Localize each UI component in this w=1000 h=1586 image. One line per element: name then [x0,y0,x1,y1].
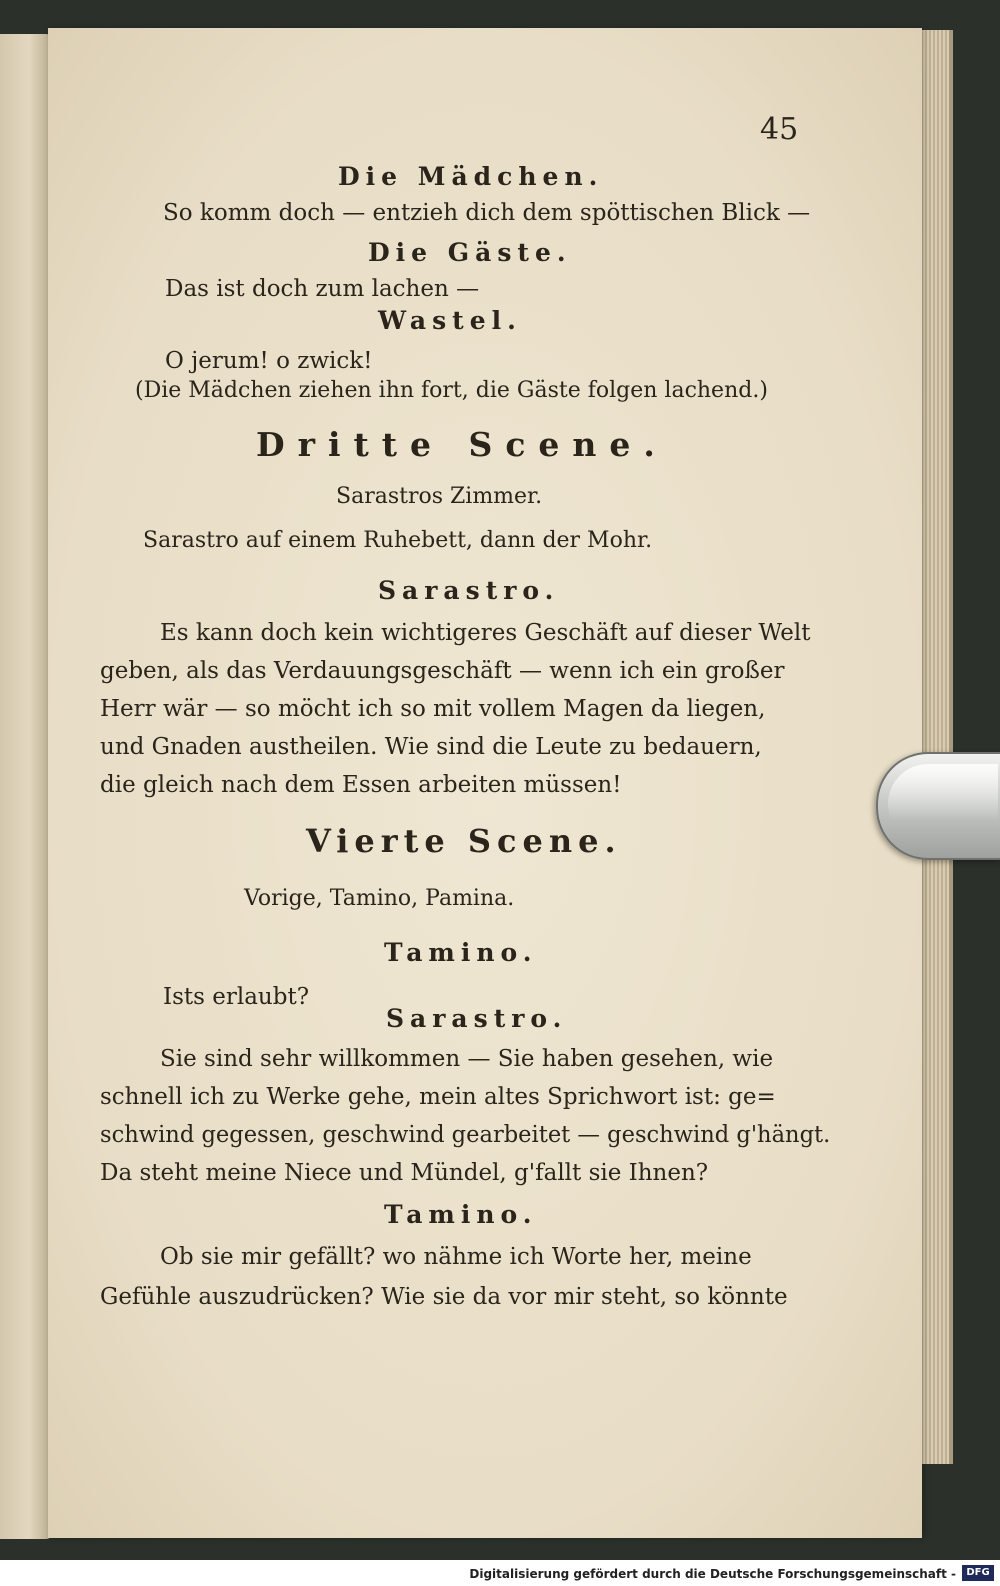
verse-line: Das ist doch zum lachen — [165,276,480,302]
prose-line: Da steht meine Niece und Mündel, g'fallt sie Ihnen? [100,1160,709,1186]
prose-line: und Gnaden austheilen. Wie sind die Leute zu bedauern, [100,734,762,760]
prose-line: Es kann doch kein wichtigeres Geschäft auf dieser Welt [160,620,811,646]
prose-line: die gleich nach dem Essen arbeiten müssen! [100,772,622,798]
stage-direction: (Die Mädchen ziehen ihn fort, die Gäste folgen lachend.) [135,378,768,403]
scene-heading: Vierte Scene. [306,822,622,860]
dfg-logo: DFG [962,1565,994,1581]
stage-direction: Sarastros Zimmer. [336,484,543,509]
prose-line: Gefühle auszudrücken? Wie sie da vor mir steht, so könnte [100,1284,788,1310]
scene-heading: Dritte Scene. [256,425,668,464]
prose-line: Sie sind sehr willkommen — Sie haben gesehen, wie [160,1046,774,1072]
footer-credit: Digitalisierung gefördert durch die Deutsche Forschungsgemeinschaft - [469,1567,956,1581]
prose-line: Herr wär — so möcht ich so mit vollem Magen da liegen, [100,696,766,722]
stage-direction: Vorige, Tamino, Pamina. [244,886,515,911]
left-page-edge [0,34,52,1539]
page-clip [876,752,1000,860]
speaker-label: Sarastro. [386,1004,568,1033]
prose-line: schwind gegessen, geschwind gearbeitet — geschwind g'hängt. [100,1122,831,1148]
prose-line: schnell ich zu Werke gehe, mein altes Sprichwort ist: ge= [100,1084,776,1110]
speaker-label: Sarastro. [378,576,560,605]
speaker-label: Tamino. [384,1200,538,1229]
speaker-label: Tamino. [384,938,538,967]
verse-line: O jerum! o zwick! [165,348,373,374]
speaker-label: Die Mädchen. [338,162,604,191]
stage-direction: Sarastro auf einem Ruhebett, dann der Mohr. [143,528,653,553]
verse-line: Ists erlaubt? [163,984,310,1010]
verse-line: So komm doch — entzieh dich dem spöttischen Blick — [163,200,811,226]
page-number: 45 [760,112,799,147]
speaker-label: Wastel. [378,306,522,335]
prose-line: geben, als das Verdauungsgeschäft — wenn ich ein großer [100,658,785,684]
speaker-label: Die Gäste. [368,238,572,267]
prose-line: Ob sie mir gefällt? wo nähme ich Worte her, meine [160,1244,752,1270]
